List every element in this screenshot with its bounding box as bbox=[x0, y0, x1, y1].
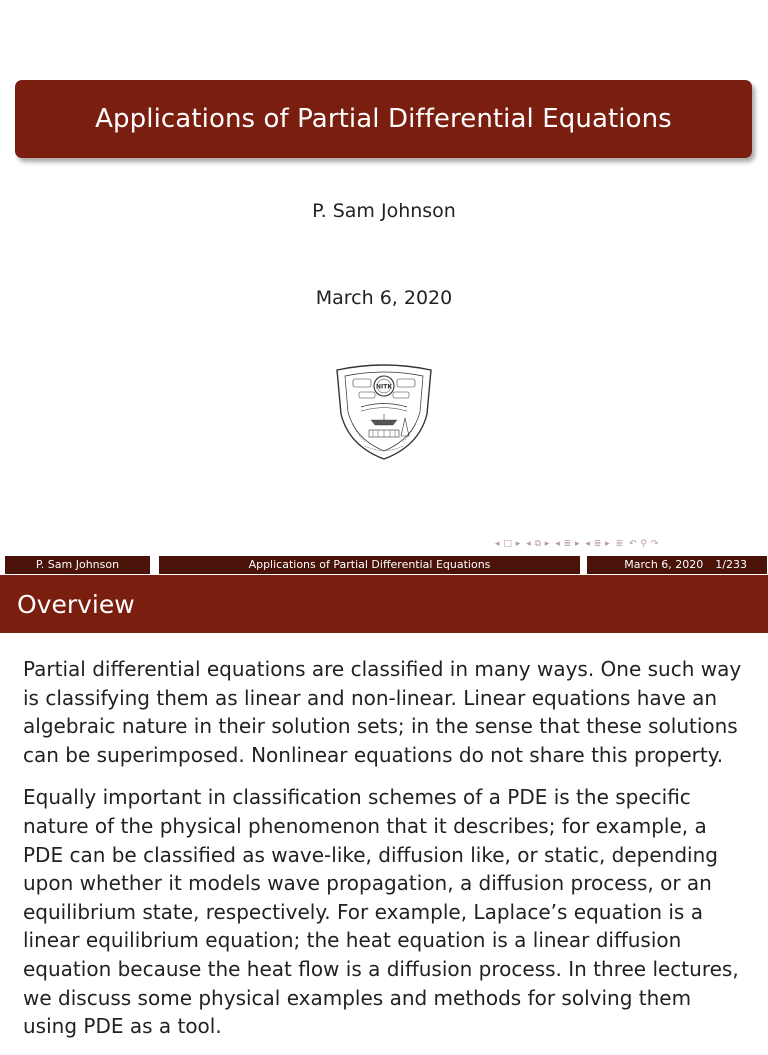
overview-slide bbox=[0, 575, 768, 1039]
footer-title: Applications of Partial Differential Equations bbox=[159, 556, 583, 574]
footline bbox=[5, 556, 767, 574]
search-undo-redo-icon[interactable]: ↶ ⚲ ↷ bbox=[629, 539, 659, 549]
navigation-controls bbox=[495, 539, 661, 551]
frame-title: Overview bbox=[0, 575, 768, 633]
institute-seal-logo bbox=[331, 362, 437, 462]
subsection-nav-icon[interactable]: ◂ ⧉ ▸ bbox=[526, 539, 550, 549]
frame-nav-icon[interactable]: ◂ □ ▸ bbox=[495, 539, 521, 549]
slide-body bbox=[23, 655, 751, 1055]
outline-nav-icon[interactable]: ≣ bbox=[615, 539, 624, 549]
section-nav-icon[interactable]: ◂ ≣ ▸ bbox=[555, 539, 581, 549]
footer-date: March 6, 2020 bbox=[624, 558, 704, 571]
author-name: P. Sam Johnson bbox=[312, 200, 456, 222]
footer-author: P. Sam Johnson bbox=[5, 556, 153, 574]
paragraph: Equally important in classification schemes of a PDE is the specific nature of the physical phenomenon that it describes; for example, a PDE can be classified as wave-like, diffusion like, or static, depending upon whether it models wave propagation, a diffusion process, or an equilibrium state, respectively. For example, Laplace’s equation is a linear equilibrium equation; the heat equation is a linear diffusion equation because the heat flow is a diffusion process. In three lectures, we discuss some physical examples and methods for solving them using PDE as a tool. bbox=[23, 785, 739, 1039]
paragraph: Partial differential equations are classified in many ways. One such way is classifying them as linear and non-linear. Linear equations have an algebraic nature in their solution sets; in the sense that these solutions can be superimposed. Nonlinear equations do not share this property. bbox=[23, 657, 742, 767]
footer-date-page bbox=[587, 556, 767, 574]
presentation-title: Applications of Partial Differential Equations bbox=[95, 104, 672, 134]
presentation-date: March 6, 2020 bbox=[315, 287, 453, 309]
subsection-list-nav-icon[interactable]: ◂ ≣ ▸ bbox=[585, 539, 611, 549]
title-box bbox=[15, 80, 752, 158]
svg-text:NITK: NITK bbox=[376, 383, 392, 391]
footer-page-number: 1/233 bbox=[715, 558, 747, 571]
